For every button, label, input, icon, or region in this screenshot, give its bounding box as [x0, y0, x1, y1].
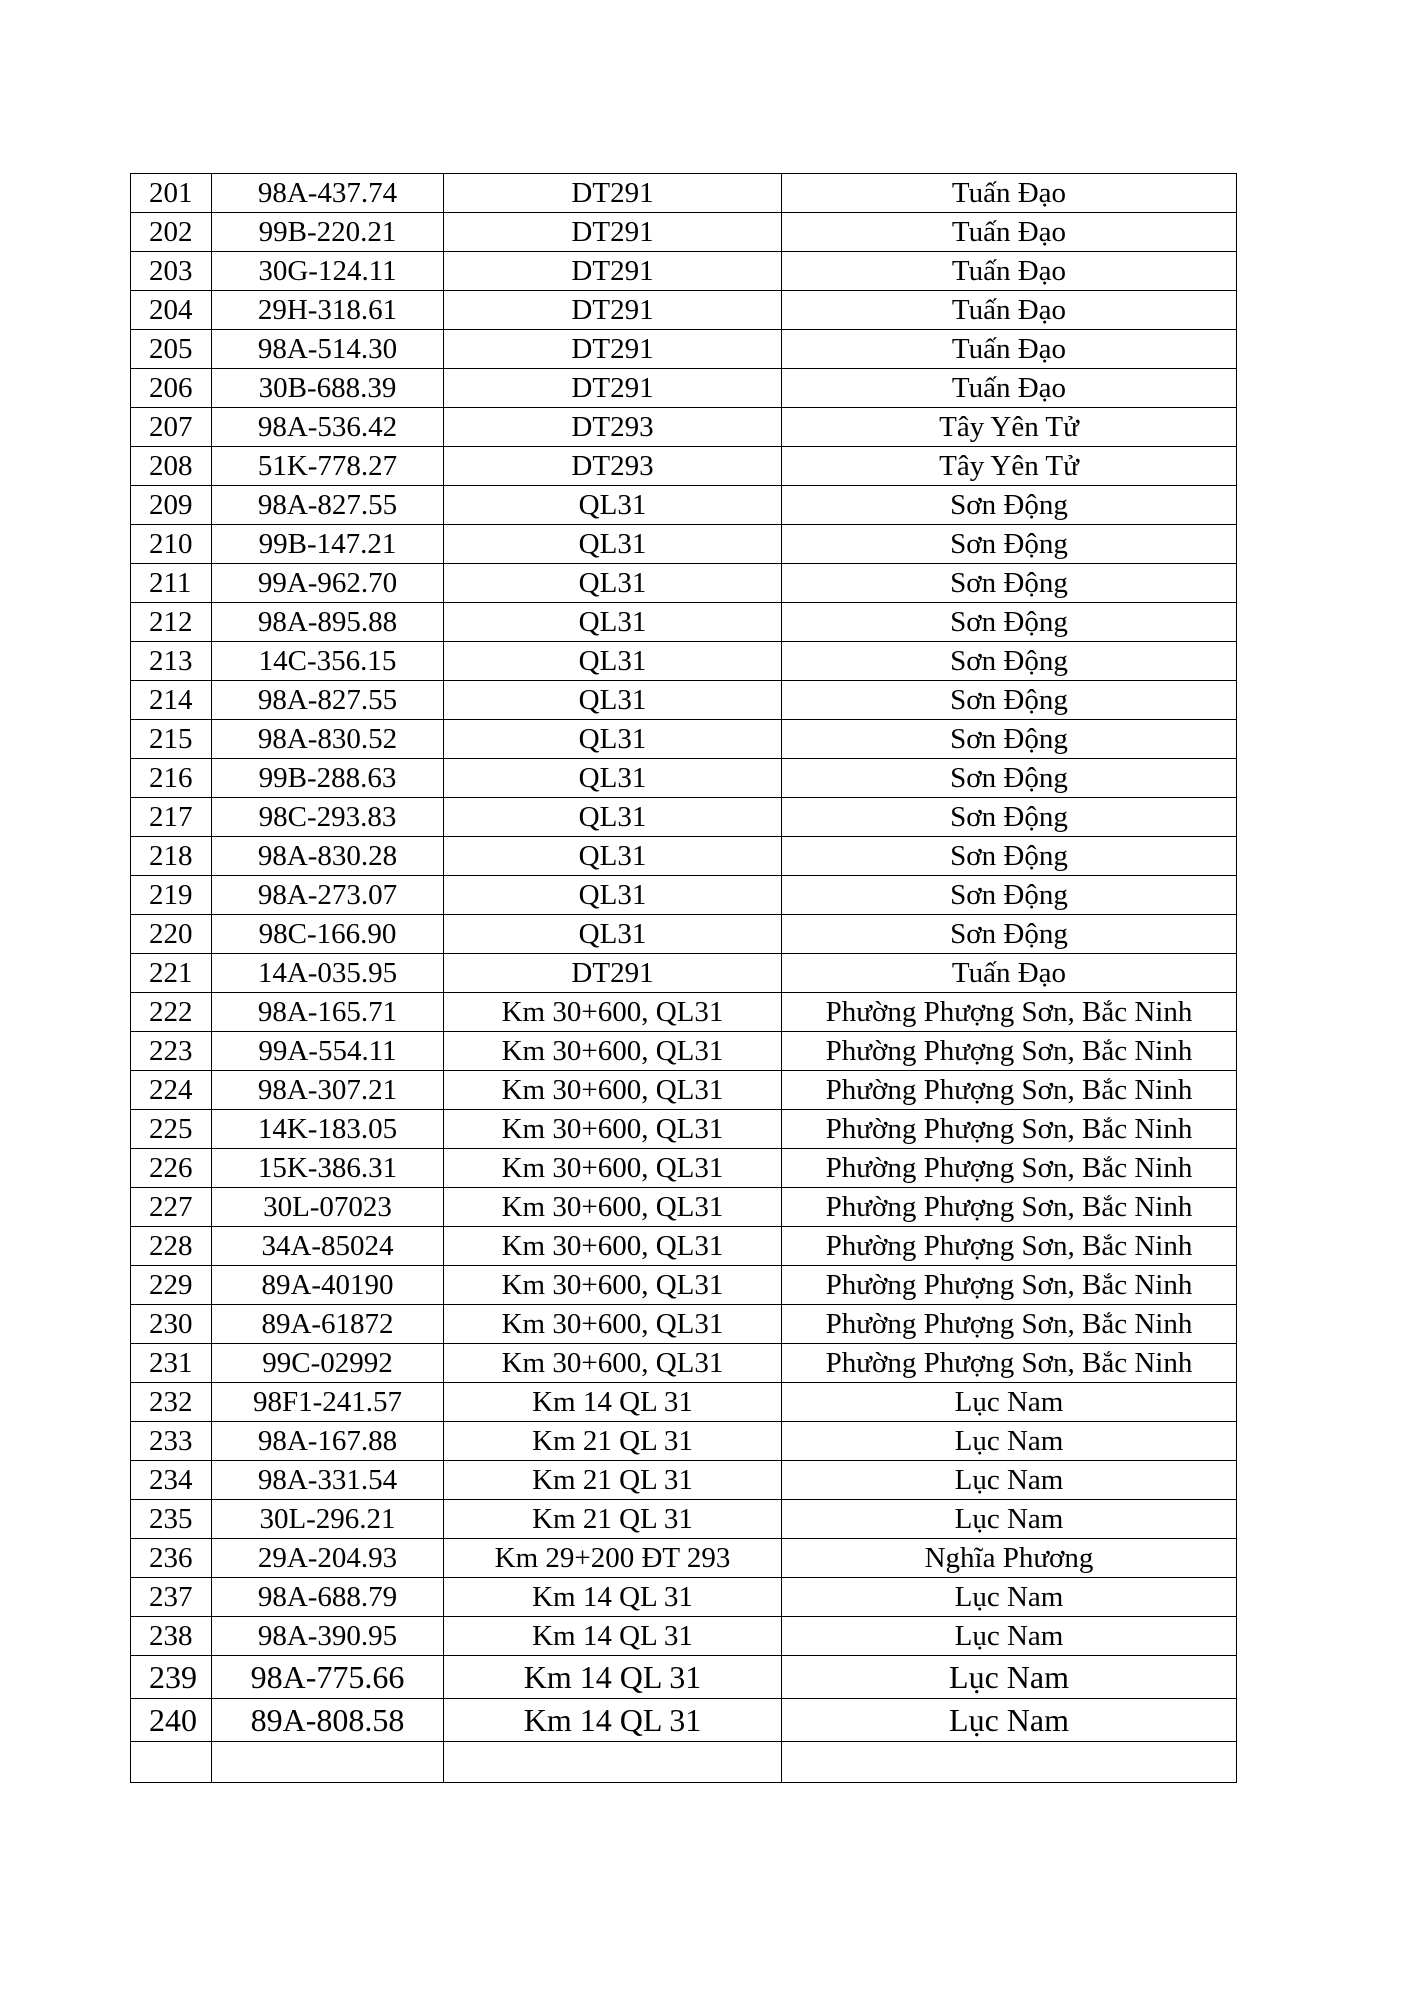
- empty-cell: [212, 1742, 444, 1783]
- row-number-cell: 201: [131, 174, 212, 213]
- area-cell: Lục Nam: [782, 1422, 1237, 1461]
- area-cell: Lục Nam: [782, 1461, 1237, 1500]
- license-plate-cell: 89A-40190: [212, 1266, 444, 1305]
- table-row: [131, 1461, 1237, 1500]
- table-row: [131, 915, 1237, 954]
- area-cell: Sơn Động: [782, 837, 1237, 876]
- location-cell: Km 14 QL 31: [444, 1699, 782, 1742]
- location-cell: QL31: [444, 486, 782, 525]
- license-plate-cell: 98C-166.90: [212, 915, 444, 954]
- area-cell: Tây Yên Tử: [782, 447, 1237, 486]
- license-plate-cell: 99B-288.63: [212, 759, 444, 798]
- location-cell: Km 30+600, QL31: [444, 1110, 782, 1149]
- table-row: [131, 330, 1237, 369]
- table-row: [131, 1110, 1237, 1149]
- location-cell: QL31: [444, 681, 782, 720]
- table-row: [131, 486, 1237, 525]
- area-cell: Tuấn Đạo: [782, 252, 1237, 291]
- area-cell: Phường Phượng Sơn, Bắc Ninh: [782, 993, 1237, 1032]
- area-cell: Tuấn Đạo: [782, 174, 1237, 213]
- area-cell: Sơn Động: [782, 642, 1237, 681]
- license-plate-cell: 98A-895.88: [212, 603, 444, 642]
- area-cell: Lục Nam: [782, 1617, 1237, 1656]
- license-plate-cell: 98A-827.55: [212, 486, 444, 525]
- row-number-cell: 216: [131, 759, 212, 798]
- row-number-cell: 202: [131, 213, 212, 252]
- location-cell: DT291: [444, 330, 782, 369]
- row-number-cell: 218: [131, 837, 212, 876]
- area-cell: Sơn Động: [782, 876, 1237, 915]
- location-cell: Km 30+600, QL31: [444, 1266, 782, 1305]
- area-cell: Tuấn Đạo: [782, 369, 1237, 408]
- area-cell: Sơn Động: [782, 564, 1237, 603]
- row-number-cell: 234: [131, 1461, 212, 1500]
- license-plate-cell: 98A-307.21: [212, 1071, 444, 1110]
- table-row: [131, 1188, 1237, 1227]
- location-cell: Km 30+600, QL31: [444, 1344, 782, 1383]
- location-cell: QL31: [444, 798, 782, 837]
- license-plate-cell: 14A-035.95: [212, 954, 444, 993]
- area-cell: Sơn Động: [782, 720, 1237, 759]
- table-row: [131, 1699, 1237, 1742]
- license-plate-cell: 14C-356.15: [212, 642, 444, 681]
- license-plate-cell: 29H-318.61: [212, 291, 444, 330]
- location-cell: Km 30+600, QL31: [444, 1305, 782, 1344]
- row-number-cell: 207: [131, 408, 212, 447]
- license-plate-cell: 99A-554.11: [212, 1032, 444, 1071]
- license-plate-cell: 89A-61872: [212, 1305, 444, 1344]
- row-number-cell: 223: [131, 1032, 212, 1071]
- table-row: [131, 408, 1237, 447]
- row-number-cell: 235: [131, 1500, 212, 1539]
- area-cell: Sơn Động: [782, 915, 1237, 954]
- empty-row: [131, 1742, 1237, 1783]
- row-number-cell: 225: [131, 1110, 212, 1149]
- area-cell: Lục Nam: [782, 1383, 1237, 1422]
- license-plate-cell: 30L-296.21: [212, 1500, 444, 1539]
- table-row: [131, 603, 1237, 642]
- row-number-cell: 233: [131, 1422, 212, 1461]
- row-number-cell: 232: [131, 1383, 212, 1422]
- table-row: [131, 1032, 1237, 1071]
- row-number-cell: 203: [131, 252, 212, 291]
- table-row: [131, 1344, 1237, 1383]
- area-cell: Phường Phượng Sơn, Bắc Ninh: [782, 1227, 1237, 1266]
- license-plate-cell: 14K-183.05: [212, 1110, 444, 1149]
- license-plate-cell: 98A-165.71: [212, 993, 444, 1032]
- table-row: [131, 1617, 1237, 1656]
- license-plate-cell: 98A-827.55: [212, 681, 444, 720]
- license-plate-cell: 98A-536.42: [212, 408, 444, 447]
- location-cell: Km 30+600, QL31: [444, 1188, 782, 1227]
- table-row: [131, 954, 1237, 993]
- area-cell: Phường Phượng Sơn, Bắc Ninh: [782, 1149, 1237, 1188]
- location-cell: Km 14 QL 31: [444, 1578, 782, 1617]
- license-plate-cell: 51K-778.27: [212, 447, 444, 486]
- row-number-cell: 211: [131, 564, 212, 603]
- row-number-cell: 209: [131, 486, 212, 525]
- table-body: [131, 174, 1237, 1742]
- row-number-cell: 214: [131, 681, 212, 720]
- row-number-cell: 221: [131, 954, 212, 993]
- row-number-cell: 208: [131, 447, 212, 486]
- area-cell: Sơn Động: [782, 798, 1237, 837]
- row-number-cell: 240: [131, 1699, 212, 1742]
- table-row: [131, 1500, 1237, 1539]
- row-number-cell: 217: [131, 798, 212, 837]
- row-number-cell: 228: [131, 1227, 212, 1266]
- area-cell: Tây Yên Tử: [782, 408, 1237, 447]
- location-cell: DT291: [444, 291, 782, 330]
- license-plate-cell: 98A-390.95: [212, 1617, 444, 1656]
- table-row: [131, 1305, 1237, 1344]
- row-number-cell: 204: [131, 291, 212, 330]
- table-row: [131, 291, 1237, 330]
- location-cell: Km 30+600, QL31: [444, 1227, 782, 1266]
- license-plate-cell: 98C-293.83: [212, 798, 444, 837]
- location-cell: DT293: [444, 447, 782, 486]
- location-cell: QL31: [444, 642, 782, 681]
- license-plate-cell: 99A-962.70: [212, 564, 444, 603]
- license-plate-cell: 98A-830.52: [212, 720, 444, 759]
- row-number-cell: 222: [131, 993, 212, 1032]
- empty-cell: [444, 1742, 782, 1783]
- table-row: [131, 798, 1237, 837]
- empty-cell: [782, 1742, 1237, 1783]
- row-number-cell: 212: [131, 603, 212, 642]
- license-plate-cell: 30G-124.11: [212, 252, 444, 291]
- license-plate-cell: 29A-204.93: [212, 1539, 444, 1578]
- license-plate-cell: 98A-437.74: [212, 174, 444, 213]
- location-cell: Km 30+600, QL31: [444, 1071, 782, 1110]
- location-cell: QL31: [444, 720, 782, 759]
- table-row: [131, 1656, 1237, 1699]
- row-number-cell: 220: [131, 915, 212, 954]
- license-plate-cell: 98A-775.66: [212, 1656, 444, 1699]
- license-plate-cell: 34A-85024: [212, 1227, 444, 1266]
- area-cell: Tuấn Đạo: [782, 330, 1237, 369]
- area-cell: Phường Phượng Sơn, Bắc Ninh: [782, 1071, 1237, 1110]
- row-number-cell: 226: [131, 1149, 212, 1188]
- row-number-cell: 215: [131, 720, 212, 759]
- license-plate-cell: 89A-808.58: [212, 1699, 444, 1742]
- area-cell: Phường Phượng Sơn, Bắc Ninh: [782, 1344, 1237, 1383]
- row-number-cell: 239: [131, 1656, 212, 1699]
- location-cell: DT291: [444, 369, 782, 408]
- location-cell: Km 30+600, QL31: [444, 993, 782, 1032]
- license-plate-cell: 98F1-241.57: [212, 1383, 444, 1422]
- row-number-cell: 227: [131, 1188, 212, 1227]
- license-plate-cell: 30L-07023: [212, 1188, 444, 1227]
- area-cell: Sơn Động: [782, 603, 1237, 642]
- vehicle-table: [130, 173, 1237, 1783]
- row-number-cell: 238: [131, 1617, 212, 1656]
- license-plate-cell: 98A-331.54: [212, 1461, 444, 1500]
- location-cell: Km 21 QL 31: [444, 1461, 782, 1500]
- row-number-cell: 206: [131, 369, 212, 408]
- location-cell: Km 14 QL 31: [444, 1656, 782, 1699]
- area-cell: Tuấn Đạo: [782, 213, 1237, 252]
- location-cell: Km 14 QL 31: [444, 1383, 782, 1422]
- row-number-cell: 219: [131, 876, 212, 915]
- table-row: [131, 369, 1237, 408]
- location-cell: QL31: [444, 525, 782, 564]
- row-number-cell: 237: [131, 1578, 212, 1617]
- table-row: [131, 1422, 1237, 1461]
- license-plate-cell: 99B-220.21: [212, 213, 444, 252]
- location-cell: Km 21 QL 31: [444, 1500, 782, 1539]
- area-cell: Phường Phượng Sơn, Bắc Ninh: [782, 1110, 1237, 1149]
- area-cell: Lục Nam: [782, 1578, 1237, 1617]
- location-cell: QL31: [444, 837, 782, 876]
- row-number-cell: 205: [131, 330, 212, 369]
- location-cell: DT291: [444, 252, 782, 291]
- area-cell: Tuấn Đạo: [782, 954, 1237, 993]
- location-cell: DT293: [444, 408, 782, 447]
- table-row: [131, 876, 1237, 915]
- row-number-cell: 230: [131, 1305, 212, 1344]
- license-plate-cell: 98A-273.07: [212, 876, 444, 915]
- area-cell: Phường Phượng Sơn, Bắc Ninh: [782, 1032, 1237, 1071]
- area-cell: Sơn Động: [782, 486, 1237, 525]
- license-plate-cell: 99B-147.21: [212, 525, 444, 564]
- row-number-cell: 229: [131, 1266, 212, 1305]
- location-cell: Km 21 QL 31: [444, 1422, 782, 1461]
- location-cell: QL31: [444, 759, 782, 798]
- row-number-cell: 231: [131, 1344, 212, 1383]
- location-cell: QL31: [444, 915, 782, 954]
- license-plate-cell: 98A-167.88: [212, 1422, 444, 1461]
- area-cell: Lục Nam: [782, 1500, 1237, 1539]
- license-plate-cell: 99C-02992: [212, 1344, 444, 1383]
- table-row: [131, 213, 1237, 252]
- location-cell: QL31: [444, 603, 782, 642]
- table-row: [131, 1071, 1237, 1110]
- location-cell: QL31: [444, 876, 782, 915]
- row-number-cell: 236: [131, 1539, 212, 1578]
- area-cell: Lục Nam: [782, 1699, 1237, 1742]
- area-cell: Sơn Động: [782, 525, 1237, 564]
- table-row: [131, 1383, 1237, 1422]
- table-row: [131, 1539, 1237, 1578]
- table-row: [131, 252, 1237, 291]
- table-row: [131, 837, 1237, 876]
- table-row: [131, 993, 1237, 1032]
- table-row: [131, 525, 1237, 564]
- row-number-cell: 210: [131, 525, 212, 564]
- table-row: [131, 720, 1237, 759]
- license-plate-cell: 15K-386.31: [212, 1149, 444, 1188]
- license-plate-cell: 30B-688.39: [212, 369, 444, 408]
- area-cell: Tuấn Đạo: [782, 291, 1237, 330]
- location-cell: Km 30+600, QL31: [444, 1032, 782, 1071]
- table-row: [131, 1149, 1237, 1188]
- table-row: [131, 1266, 1237, 1305]
- location-cell: Km 30+600, QL31: [444, 1149, 782, 1188]
- table-row: [131, 1578, 1237, 1617]
- area-cell: Lục Nam: [782, 1656, 1237, 1699]
- location-cell: Km 14 QL 31: [444, 1617, 782, 1656]
- license-plate-cell: 98A-514.30: [212, 330, 444, 369]
- table-row: [131, 759, 1237, 798]
- license-plate-cell: 98A-688.79: [212, 1578, 444, 1617]
- table-row: [131, 174, 1237, 213]
- table-row: [131, 447, 1237, 486]
- location-cell: DT291: [444, 174, 782, 213]
- area-cell: Phường Phượng Sơn, Bắc Ninh: [782, 1266, 1237, 1305]
- table-row: [131, 681, 1237, 720]
- empty-cell: [131, 1742, 212, 1783]
- area-cell: Sơn Động: [782, 681, 1237, 720]
- table-row: [131, 642, 1237, 681]
- area-cell: Phường Phượng Sơn, Bắc Ninh: [782, 1188, 1237, 1227]
- table-row: [131, 1227, 1237, 1266]
- location-cell: DT291: [444, 954, 782, 993]
- location-cell: QL31: [444, 564, 782, 603]
- location-cell: DT291: [444, 213, 782, 252]
- area-cell: Sơn Động: [782, 759, 1237, 798]
- row-number-cell: 224: [131, 1071, 212, 1110]
- location-cell: Km 29+200 ĐT 293: [444, 1539, 782, 1578]
- license-plate-cell: 98A-830.28: [212, 837, 444, 876]
- area-cell: Phường Phượng Sơn, Bắc Ninh: [782, 1305, 1237, 1344]
- table-row: [131, 564, 1237, 603]
- row-number-cell: 213: [131, 642, 212, 681]
- area-cell: Nghĩa Phương: [782, 1539, 1237, 1578]
